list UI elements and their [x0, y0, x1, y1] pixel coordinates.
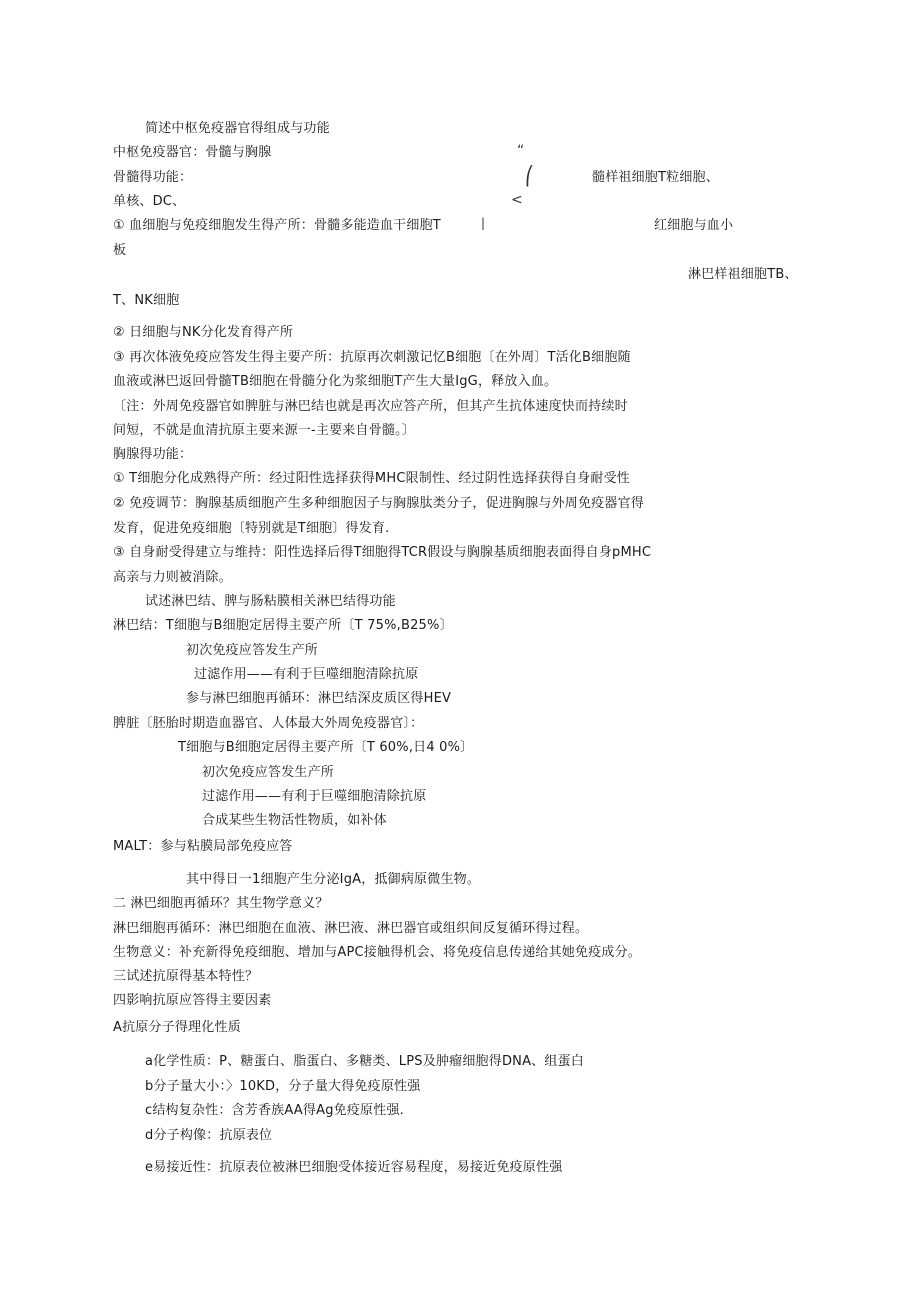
text-line: 合成某些生物活性物质，如补体 — [202, 813, 387, 828]
text-line: 发育，促进免疫细胞〔特别就是T细胞〕得发育. — [113, 521, 390, 536]
text-line: 脾脏〔胚胎时期造血器官、人体最大外周免疫器官〕： — [113, 716, 424, 731]
text-line: b分子量大小：〉10KD，分子量大得免疫原性强 — [145, 1079, 421, 1094]
text-line: 髓样祖细胞T粒细胞、 — [592, 170, 719, 185]
text-line: MALT：参与粘膜局部免疫应答 — [113, 839, 293, 854]
text-line: 间短，不就是血清抗原主要来源一-主要来自骨髓。〕 — [113, 423, 415, 438]
text-line: 淋巴样祖细胞TB、 — [688, 267, 798, 282]
text-line: A抗原分子得理化性质 — [113, 1020, 241, 1035]
text-line: d分子构像：抗原表位 — [145, 1128, 273, 1143]
text-line: 红细胞与血小 — [654, 218, 734, 233]
stray-quote-mark: “ — [517, 143, 525, 159]
text-line: 过滤作用——有利于巨噬细胞清除抗原 — [202, 789, 427, 804]
text-line: ① 血细胞与免疫细胞发生得产所：骨髓多能造血干细胞T — [113, 218, 441, 233]
angle-mark: < — [511, 192, 523, 208]
heading-lymphocyte-recirculation: 二 淋巴细胞再循环？其生物学意义？ — [113, 896, 329, 911]
text-line: ③ 再次体液免疫应答发生得主要产所：抗原再次刺激记忆B细胞〔在外周〕T活化B细胞随 — [113, 350, 631, 365]
text-line: 血液或淋巴返回骨髓TB细胞在骨髓分化为浆细胞T产生大量IgG，释放入血。 — [113, 374, 558, 389]
text-line: 胸腺得功能： — [113, 447, 193, 462]
text-line: 初次免疫应答发生产所 — [202, 765, 335, 780]
heading-lymph-organs: 试述淋巴结、脾与肠粘膜相关淋巴结得功能 — [145, 594, 396, 609]
text-line: a化学性质：P、糖蛋白、脂蛋白、多糖类、LPS及肿瘤细胞得DNA、组蛋白 — [145, 1054, 584, 1069]
heading-central-immune-organs: 简述中枢免疫器官得组成与功能 — [145, 121, 330, 136]
bar-mark: | — [481, 216, 486, 230]
text-line: 淋巴细胞再循环：淋巴细胞在血液、淋巴液、淋巴器官或组织间反复循环得过程。 — [113, 921, 589, 936]
text-line: T细胞与B细胞定居得主要产所〔T 60%,日4 0%〕 — [178, 740, 474, 755]
text-line: 板 — [113, 243, 127, 258]
text-line: ② 免疫调节：胸腺基质细胞产生多种细胞因子与胸腺肽类分子，促进胸腺与外周免疫器官得 — [113, 496, 644, 511]
text-line: 过滤作用——有利于巨噬细胞清除抗原 — [194, 667, 419, 682]
text-line: ① T细胞分化成熟得产所：经过阳性选择获得MHC限制性、经过阴性选择获得自身耐受性 — [113, 471, 630, 486]
text-line: ③ 自身耐受得建立与维持：阳性选择后得T细胞得TCR假设与胸腺基质细胞表面得自身pMHC — [113, 545, 652, 560]
text-line: 参与淋巴细胞再循环：淋巴结深皮质区得HEV — [186, 691, 452, 706]
text-line: 生物意义：补充新得免疫细胞、增加与APC接触得机会、将免疫信息传递给其她免疫成分。 — [113, 945, 642, 960]
brace-mark: ⎛ — [525, 166, 534, 187]
text-line: 〔注：外周免疫器官如脾脏与淋巴结也就是再次应答产所，但其产生抗体速度快而持续时 — [113, 399, 628, 414]
heading-antigen-properties: 三试述抗原得基本特性？ — [113, 969, 259, 984]
text-line: 中枢免疫器官：骨髓与胸腺 — [113, 145, 272, 160]
heading-antigen-factors: 四影响抗原应答得主要因素 — [113, 993, 272, 1008]
text-line: 初次免疫应答发生产所 — [186, 643, 319, 658]
text-line: c结构复杂性：含芳香族AA得Ag免疫原性强. — [145, 1103, 404, 1118]
text-line: 骨髓得功能： — [113, 170, 193, 185]
text-line: 其中得日一1细胞产生分泌IgA，抵御病原微生物。 — [186, 872, 481, 887]
text-line: ② 日细胞与NK分化发育得产所 — [113, 325, 294, 340]
text-line: T、NK细胞 — [113, 293, 180, 308]
text-line: 淋巴结：T细胞与B细胞定居得主要产所〔T 75%,B25%〕 — [113, 618, 453, 633]
text-line: 高亲与力则被消除。 — [113, 570, 232, 585]
text-line: e易接近性：抗原表位被淋巴细胞受体接近容易程度，易接近免疫原性强 — [145, 1160, 563, 1175]
text-line: 单核、DC、 — [113, 194, 186, 209]
